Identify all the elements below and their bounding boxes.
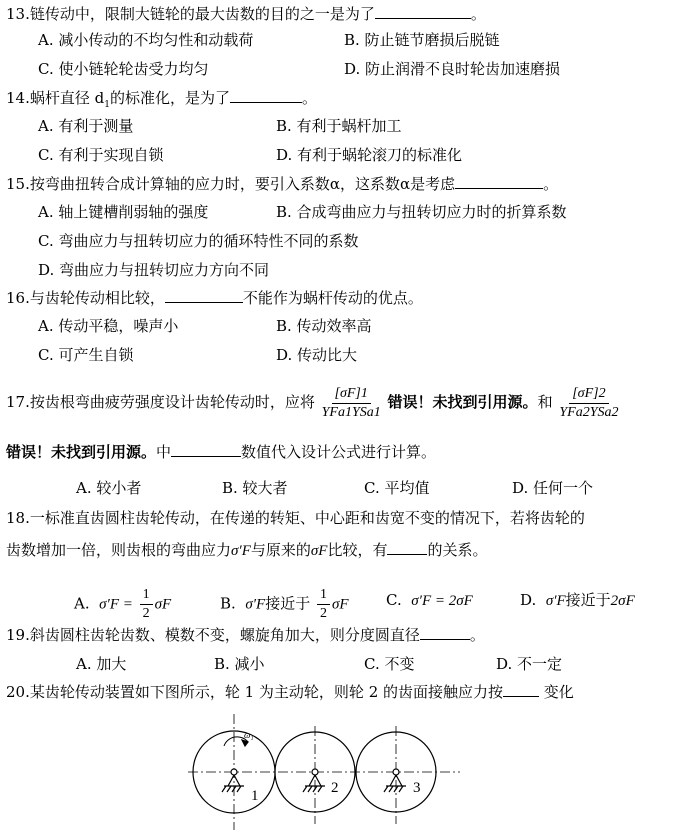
q13-option-a[interactable]: A. 减小传动的不均匀性和动载荷 [38,31,254,49]
q19-option-c[interactable]: C. 不变 [364,655,415,673]
q15-stem: 15.按弯曲扭转合成计算轴的应力时，要引入系数α，这系数α是考虑 。 [6,175,559,193]
q16-stem: 16.与齿轮传动相比较， 不能作为蜗杆传动的优点。 [6,289,423,307]
q15-option-c[interactable]: C. 弯曲应力与扭转切应力的循环特性不同的系数 [38,232,359,250]
q18-stem-line1: 18.一标准直齿圆柱齿轮传动，在传递的转矩、中心距和齿宽不变的情况下，若将齿轮的 [6,509,585,527]
q16-blank[interactable] [165,288,243,303]
q19-option-a[interactable]: A. 加大 [76,655,127,673]
q17-fraction-1: $\frac{[\sigma F]1}{\text{YFa1YSa1}}$ [321,385,381,420]
q18-option-a[interactable]: A. σ′F = $\frac{1}{2}$ σF [74,587,172,621]
q17-stem-line2: 错误！未找到引用源。中 数值代入设计公式进行计算。 [6,443,437,461]
pivot-support-3 [384,769,406,792]
q17-option-d[interactable]: D. 任何一个 [512,479,594,497]
q15-option-d[interactable]: D. 弯曲应力与扭转切应力方向不同 [38,261,270,279]
q16-option-c[interactable]: C. 可产生自锁 [38,346,134,364]
gear-train-figure [188,712,460,832]
q14-option-a[interactable]: A. 有利于测量 [38,117,134,135]
q17-error-ref-2: 错误！未找到引用源。 [6,443,157,461]
q15-blank[interactable] [455,174,543,189]
q16-option-b[interactable]: B. 传动效率高 [276,317,372,335]
q13-blank[interactable] [375,4,471,19]
q13-stem: 13.链传动中，限制大链轮的最大齿数的目的之一是为了 。 [6,5,486,23]
gear-label-3: 3 [413,780,421,796]
q13-option-c[interactable]: C. 使小链轮轮齿受力均匀 [38,60,209,78]
q14-option-b[interactable]: B. 有利于蜗杆加工 [276,117,402,135]
q18-stem-line2: 齿数增加一倍，则齿根的弯曲应力σ′F与原来的σF比较，有 的关系。 [6,541,488,559]
q18-option-d[interactable]: D. σ′F接近于2σF [520,591,635,609]
q14-stem: 14.蜗杆直径 $d_1$的标准化，是为了 。 [6,89,317,110]
q19-option-b[interactable]: B. 减小 [214,655,265,673]
q18-option-b[interactable]: B. σ′F接近于 $\frac{1}{2}$ σF [220,587,349,621]
q17-error-ref-1: 错误！未找到引用源。 [387,393,538,411]
q14-option-c[interactable]: C. 有利于实现自锁 [38,146,164,164]
q14-option-d[interactable]: D. 有利于蜗轮滚刀的标准化 [276,146,463,164]
q18-blank[interactable] [387,540,427,555]
q17-fraction-2: $\frac{[\sigma F]2}{\text{YFa2YSa2}}$ [559,385,619,420]
q17-stem: 17.按齿根弯曲疲劳强度设计齿轮传动时，应将 $\frac{[\sigma F]1}{\text{YFa1YSa1}}$ 错误！未找到引用源。和 $\frac{[\sigma F]2}{\text{YFa2YSa2}}$ [6,385,619,420]
q15-option-b[interactable]: B. 合成弯曲应力与扭转切应力时的折算系数 [276,203,567,221]
q16-option-a[interactable]: A. 传动平稳，噪声小 [38,317,179,335]
q15-option-a[interactable]: A. 轴上键槽削弱轴的强度 [38,203,209,221]
gear-label-1: 1 [251,788,259,804]
q19-stem: 19.斜齿圆柱齿轮齿数、模数不变，螺旋角加大，则分度圆直径 。 [6,626,485,644]
q17-option-a[interactable]: A. 较小者 [76,479,142,497]
omega-label: ω₁ [244,730,254,740]
q20-stem: 20.某齿轮传动装置如下图所示，轮 1 为主动轮，则轮 2 的齿面接触应力按 变化 [6,683,574,701]
q17-option-b[interactable]: B. 较大者 [222,479,288,497]
pivot-support-1 [222,769,244,792]
q19-option-d[interactable]: D. 不一定 [496,655,563,673]
gear-label-2: 2 [331,780,339,796]
q20-blank[interactable] [503,682,539,697]
q16-option-d[interactable]: D. 传动比大 [276,346,358,364]
q13-option-b[interactable]: B. 防止链节磨损后脱链 [344,31,500,49]
pivot-support-2 [303,769,325,792]
q19-blank[interactable] [420,625,470,640]
q14-blank[interactable] [230,88,302,103]
q18-option-c[interactable]: C. σ′F = 2σF [386,591,473,609]
q13-option-d[interactable]: D. 防止润滑不良时轮齿加速磨损 [344,60,561,78]
q17-blank[interactable] [171,442,241,457]
q17-option-c[interactable]: C. 平均值 [364,479,430,497]
